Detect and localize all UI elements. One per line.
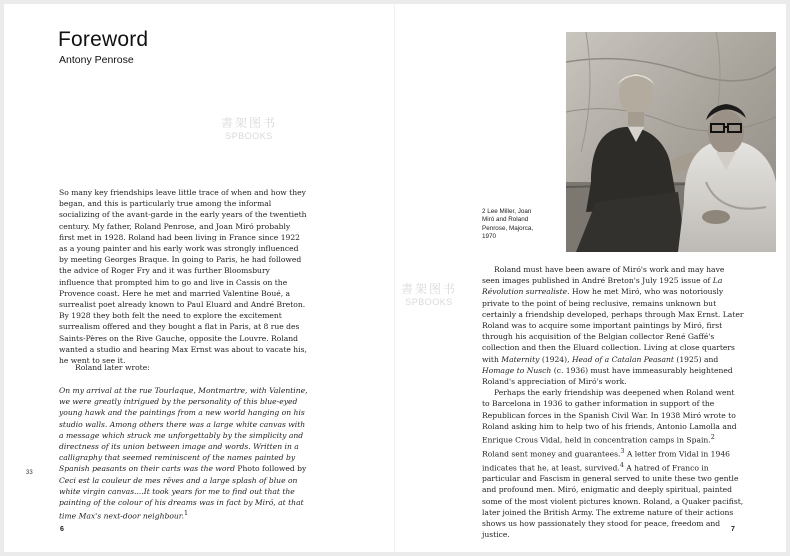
quote-text: and a large splash of blue on white virgin canvas....It took years for me to find out that the painting of the colour of his dreams was in fact by Miró, at that time Max's next-door neighbour. bbox=[59, 475, 304, 521]
page-title: Foreword bbox=[58, 28, 149, 51]
quote-text: Ceci est la couleur de mes rêves bbox=[59, 475, 184, 485]
quote-text: followed by bbox=[259, 464, 307, 474]
text-run-italic: Head of a Catalan Peasant bbox=[571, 354, 674, 364]
photo-caption: 2 Lee Miller, Joan Miró and Roland Penrose, Majorca, 1970 bbox=[482, 208, 534, 241]
body-paragraph: So many key friendships leave little trace of when and how they began, and this is particularly true among the informal socializing of the avant-garde in the early years of the twentieth century. My father, Roland Penrose, and Joan Miró probably first met in 1928. Roland had been living in France since 1922 as a young painter and his early work was strongly influenced by meeting Georges Braque. In going to Paris, he had followed the advice of Roger Fry and it was further Bloomsbury influence that prompted him to go and live in Cassis on the Provence coast. Here he met and married Valentine Boué, a surrealist poet already known to Paul Eluard and André Breton. By 1928 they both felt the need to explore the excitement surrealism offered and they bought a flat in Paris, at 8 rue des Saints-Pères on the Rive Gauche, opposite the Louvre. Roland wanted a studio and hearing Max Ernst was about to vacate his, he went to see it. bbox=[59, 188, 307, 366]
left-page bbox=[4, 4, 395, 552]
text-run: A hatred of Franco in particular and Fascism in general served to unite these two gentle and profound men. Miró, enigmatic and deeply spiritual, painted some of the most violent pictures known. Roland, a Quaker pacifist, later joined the British Army. The extreme nature of their actions shows us how passionately they stood for peace, freedom and justice. bbox=[482, 463, 744, 540]
text-run: Roland sent money and guarantees. bbox=[482, 449, 621, 459]
text-run-italic: Homage to Nusch bbox=[482, 365, 552, 375]
text-run: (1925) and bbox=[673, 354, 719, 364]
page-number: 7 bbox=[731, 526, 735, 533]
watermark-line: SPBOOKS bbox=[225, 131, 273, 141]
body-paragraph bbox=[482, 264, 744, 540]
page-number: 6 bbox=[60, 526, 64, 533]
text-run: A letter from Vidal in 1946 indicates that he, at least, survived. bbox=[482, 449, 730, 473]
text-run: (c. 1936) must have immeasurably heightened Roland's appreciation of Miró's work. bbox=[482, 365, 733, 387]
text-run-italic: La Révolution surrealiste bbox=[482, 276, 723, 297]
margin-reference: 33 bbox=[26, 470, 33, 476]
text-run: Roland must have been aware of Miró's work and may have seen images published in André Breton's July 1925 issue of bbox=[482, 265, 725, 286]
footnote-marker: 2 bbox=[710, 434, 715, 442]
author-name: Antony Penrose bbox=[59, 54, 134, 66]
watermark bbox=[221, 114, 277, 141]
quote-text: On my arrival at the rue Tourlaque, Montmartre, with Valentine, we were greatly intrigued by the personality of this blue-eyed young hawk and the paintings from a new world hanging on his studio walls. Among others there was a large white canvas with a message which struck me unforgettably by the simplicity and directness of its union between image and words. Written in a calligraphy that seemed reminiscent of the names painted by Spanish peasants on their carts was the word bbox=[59, 386, 308, 474]
watermark bbox=[401, 280, 457, 307]
watermark-line: SPBOOKS bbox=[405, 297, 453, 307]
watermark-line: 書架图书 bbox=[401, 282, 458, 296]
text-run: . How he met Miró, who was notoriously private to the point of being reclusive, remains unknown but certainly a friendship developed, perhaps through Max Ernst. Later Roland was to acquire some important paintings by Miró, first through his acquisition of the Belgian collector René Gaffé's collection and then the Eluard collection. Living at close quarters with bbox=[482, 287, 744, 364]
footnote-marker: 1 bbox=[184, 510, 189, 518]
text-run: (1924), bbox=[539, 354, 572, 364]
book-spread bbox=[4, 4, 786, 552]
photograph bbox=[566, 32, 776, 252]
watermark-line: 書架图书 bbox=[221, 116, 278, 130]
block-quote bbox=[59, 385, 309, 522]
text-run-italic: Maternity bbox=[501, 354, 540, 364]
footnote-marker: 4 bbox=[619, 461, 624, 469]
text-run: Perhaps the early friendship was deepened when Roland went to Barcelona in 1936 to gather information in support of the Republican forces in the Spanish Civil War. In 1938 Miró wrote to Roland asking him to help two of his friends, Antonio Lamolla and Enrique Crous Vidal, held in concentration camps in Spain. bbox=[482, 388, 737, 445]
footnote-marker: 3 bbox=[620, 447, 625, 455]
quote-word: Photo bbox=[237, 464, 260, 474]
quote-intro: Roland later wrote: bbox=[75, 363, 150, 372]
